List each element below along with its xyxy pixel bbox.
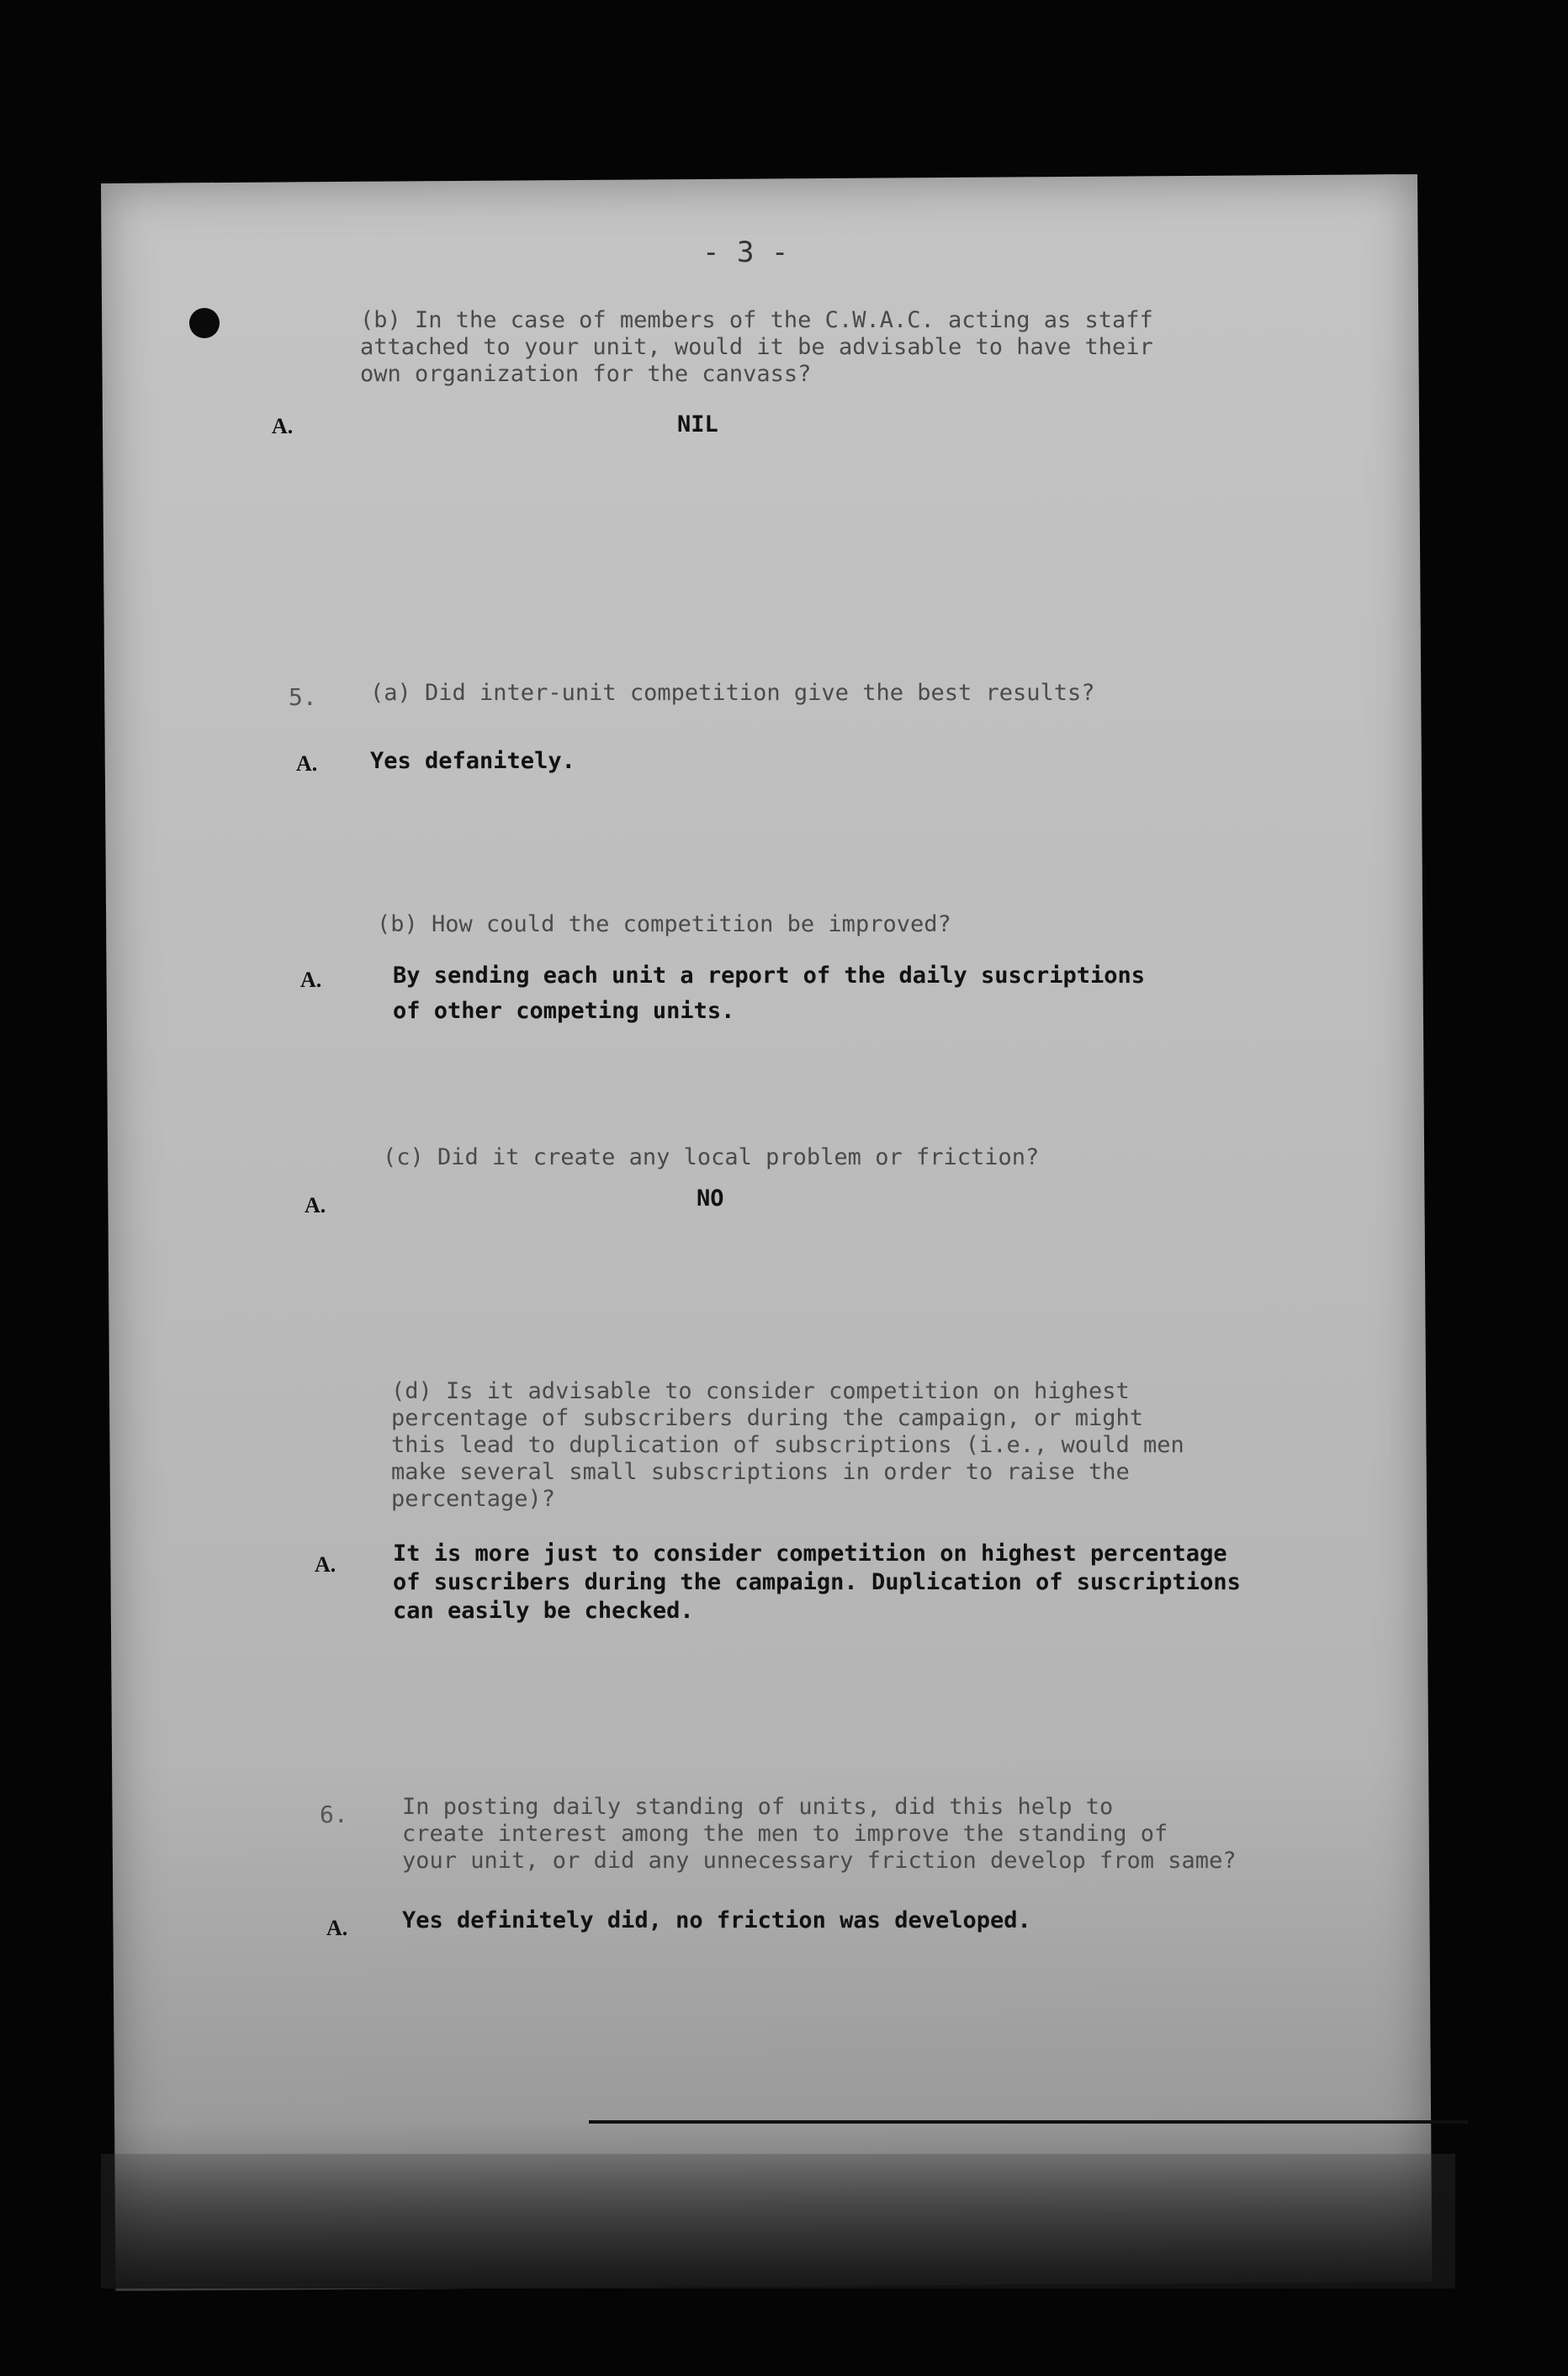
q6-number: 6.: [320, 1801, 348, 1828]
q5d-line-4: make several small subscriptions in order to raise the: [391, 1459, 1130, 1485]
q5d-answer-label: A.: [315, 1552, 336, 1577]
page-number: - 3 -: [702, 236, 789, 269]
q4b-line-3: own organization for the canvass?: [360, 361, 812, 387]
q6-line-1: In posting daily standing of units, did this help to: [402, 1794, 1114, 1820]
q5d-answer-line-2: of suscribers during the campaign. Duplication of suscriptions: [393, 1569, 1241, 1595]
q5d-line-1: (d) Is it advisable to consider competition on highest: [391, 1378, 1130, 1404]
q5d-answer-line-1: It is more just to consider competition on highest percentage: [393, 1541, 1227, 1567]
scan-shadow: [101, 2154, 1455, 2288]
q5d-line-2: percentage of subscribers during the campaign, or might: [391, 1405, 1144, 1431]
horizontal-rule: [589, 2120, 1468, 2124]
q4b-line-1: (b) In the case of members of the C.W.A.C. acting as staff: [360, 307, 1153, 333]
q5d-line-5: percentage)?: [391, 1486, 556, 1512]
q5b-answer-label: A.: [300, 968, 322, 992]
q4b-answer-label: A.: [272, 414, 294, 438]
q5c-question: (c) Did it create any local problem or friction?: [383, 1144, 1040, 1170]
q5b-answer-line-2: of other competing units.: [393, 998, 735, 1024]
q5c-answer: NO: [697, 1185, 724, 1212]
q6-answer: Yes definitely did, no friction was developed.: [402, 1907, 1031, 1933]
q5-number: 5.: [289, 683, 317, 711]
q5b-question: (b) How could the competition be improved?: [377, 911, 951, 937]
q6-line-2: create interest among the men to improve the standing of: [402, 1821, 1168, 1847]
q5a-answer: Yes defanitely.: [370, 748, 575, 774]
q6-line-3: your unit, or did any unnecessary friction develop from same?: [402, 1848, 1237, 1874]
q6-answer-label: A.: [326, 1916, 348, 1940]
q5d-answer-line-3: can easily be checked.: [393, 1598, 694, 1624]
q5a-question: (a) Did inter-unit competition give the best results?: [370, 680, 1095, 706]
document-page: [101, 174, 1432, 2291]
punch-hole: [189, 308, 220, 338]
q5c-answer-label: A.: [305, 1193, 326, 1217]
q4b-answer: NIL: [677, 411, 718, 438]
q5a-answer-label: A.: [296, 751, 318, 776]
q4b-line-2: attached to your unit, would it be advisable to have their: [360, 334, 1153, 360]
q5b-answer-line-1: By sending each unit a report of the daily suscriptions: [393, 963, 1146, 989]
q5d-line-3: this lead to duplication of subscriptions (i.e., would men: [391, 1432, 1184, 1458]
